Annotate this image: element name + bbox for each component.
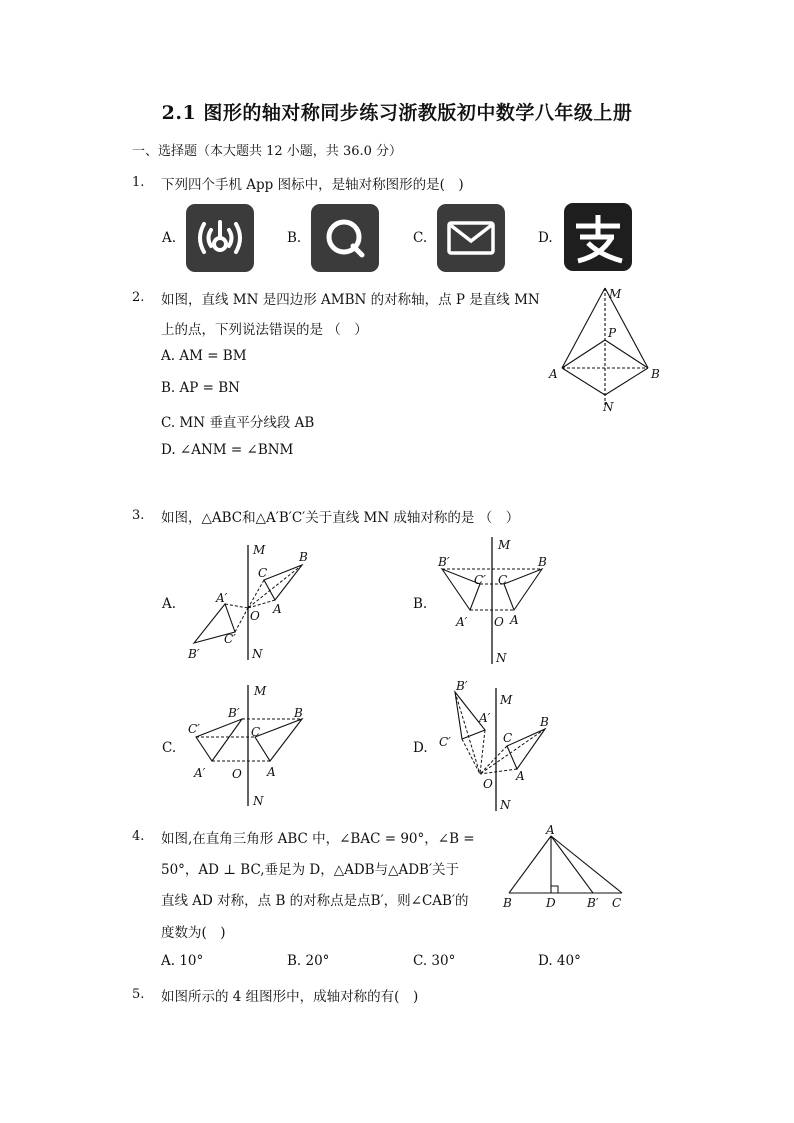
q3c-label-b1: B′ — [228, 706, 240, 720]
q3b-label-a1: A′ — [456, 615, 468, 629]
q2-label-m: M — [609, 287, 622, 301]
q3d-label-b: B — [540, 715, 549, 729]
q4-line3: 直线 AD 对称，点 B 的对称点是点B′，则∠CAB′的 — [161, 893, 469, 909]
q3-figure-c — [182, 680, 322, 810]
q1-option-b: B. — [287, 230, 302, 246]
q5-number: 5. — [132, 987, 145, 1002]
q2-option-d: D. ∠ANM = ∠BNM — [161, 442, 294, 458]
search-q-icon — [311, 204, 379, 272]
q3-figure-b — [432, 534, 562, 669]
q4-label-d: D — [546, 896, 556, 910]
q4-option-d: D. 40° — [538, 953, 581, 969]
q4-option-a: A. 10° — [161, 953, 204, 969]
q3a-label-m: M — [253, 543, 266, 557]
q3a-label-a1: A′ — [216, 591, 228, 605]
q3a-label-c: C — [258, 566, 268, 580]
alipay-icon — [564, 203, 632, 271]
q3c-label-a: A — [267, 765, 276, 779]
q3-option-c: C. — [162, 740, 177, 756]
q1-option-a: A. — [162, 230, 177, 246]
q1-option-d: D. — [538, 230, 553, 246]
q3c-label-a1: A′ — [194, 766, 206, 780]
q2-label-p: P — [608, 326, 617, 340]
q2-option-b: B. AP = BN — [161, 380, 240, 396]
q1-option-c: C. — [413, 230, 428, 246]
q2-option-c: C. MN 垂直平分线段 AB — [161, 415, 315, 431]
q3b-label-a: A — [510, 613, 519, 627]
q3a-label-c1: C′ — [224, 632, 236, 646]
q3-option-b: B. — [413, 596, 428, 612]
q3d-label-c1: C′ — [439, 735, 451, 749]
q2-number: 2. — [132, 290, 145, 305]
q3d-label-c: C — [503, 731, 513, 745]
q3c-label-c: C — [251, 725, 261, 739]
q2-label-n: N — [603, 400, 614, 414]
q4-option-c: C. 30° — [413, 953, 456, 969]
q3a-label-a: A — [273, 602, 282, 616]
q3d-label-m: M — [500, 693, 513, 707]
q3-text: 如图，△ABC和△A′B′C′关于直线 MN 成轴对称的是 （ ） — [161, 510, 520, 526]
q4-label-b1: B′ — [587, 896, 599, 910]
q3b-label-c1: C′ — [474, 573, 486, 587]
q3b-label-b1: B′ — [438, 555, 450, 569]
section-heading: 一、选择题（本大题共 12 小题，共 36.0 分） — [132, 144, 403, 159]
q3c-label-c1: C′ — [188, 722, 200, 736]
q3d-label-a1: A′ — [479, 711, 491, 725]
q3c-label-n: N — [253, 794, 264, 808]
q2-line2: 上的点，下列说法错误的是 （ ） — [161, 322, 368, 338]
q3b-label-n: N — [496, 651, 507, 665]
q4-option-b: B. 20° — [287, 953, 330, 969]
q3b-label-m: M — [498, 538, 511, 552]
q3-figure-d — [435, 676, 565, 816]
q3b-label-b: B — [538, 555, 547, 569]
q4-label-a: A — [546, 823, 555, 837]
q3d-label-o: O — [483, 777, 493, 791]
q3d-label-a: A — [516, 769, 525, 783]
q4-figure — [495, 822, 635, 912]
q2-label-b: B — [651, 367, 660, 381]
q3c-label-o: O — [232, 767, 242, 781]
q3b-label-c: C — [498, 573, 508, 587]
q4-line2: 50°，AD ⊥ BC,垂足为 D，△ADB与△ADB′关于 — [161, 862, 460, 878]
q3-number: 3. — [132, 508, 145, 523]
q3d-label-n: N — [500, 798, 511, 812]
q2-option-a: A. AM = BM — [161, 348, 247, 364]
q3b-label-o: O — [494, 615, 504, 629]
q4-label-b: B — [503, 896, 512, 910]
q3c-label-m: M — [254, 684, 267, 698]
q1-number: 1. — [132, 175, 145, 190]
q4-number: 4. — [132, 829, 145, 844]
q3a-label-b1: B′ — [188, 647, 200, 661]
q4-line1: 如图,在直角三角形 ABC 中，∠BAC = 90°，∠B = — [161, 831, 475, 847]
q3a-label-n: N — [252, 647, 263, 661]
q3a-label-b: B — [299, 550, 308, 564]
q5-text: 如图所示的 4 组图形中，成轴对称的有( ) — [161, 989, 419, 1005]
wifi-key-icon — [186, 204, 254, 272]
q3c-label-b: B — [294, 706, 303, 720]
q4-label-c: C — [612, 896, 622, 910]
q3d-label-b1: B′ — [456, 679, 468, 693]
q2-line1: 如图，直线 MN 是四边形 AMBN 的对称轴，点 P 是直线 MN — [161, 292, 540, 308]
q3-option-a: A. — [162, 596, 177, 612]
q3-option-d: D. — [413, 740, 428, 756]
mail-icon — [437, 204, 505, 272]
q4-line4: 度数为( ) — [161, 925, 226, 941]
page-title: 2.1 图形的轴对称同步练习浙教版初中数学八年级上册 — [161, 102, 633, 124]
q3a-label-o: O — [250, 609, 260, 623]
q1-text: 下列四个手机 App 图标中，是轴对称图形的是( ) — [161, 177, 464, 193]
q2-label-a: A — [549, 367, 558, 381]
q3-figure-a — [180, 540, 330, 665]
q2-figure — [540, 280, 670, 415]
